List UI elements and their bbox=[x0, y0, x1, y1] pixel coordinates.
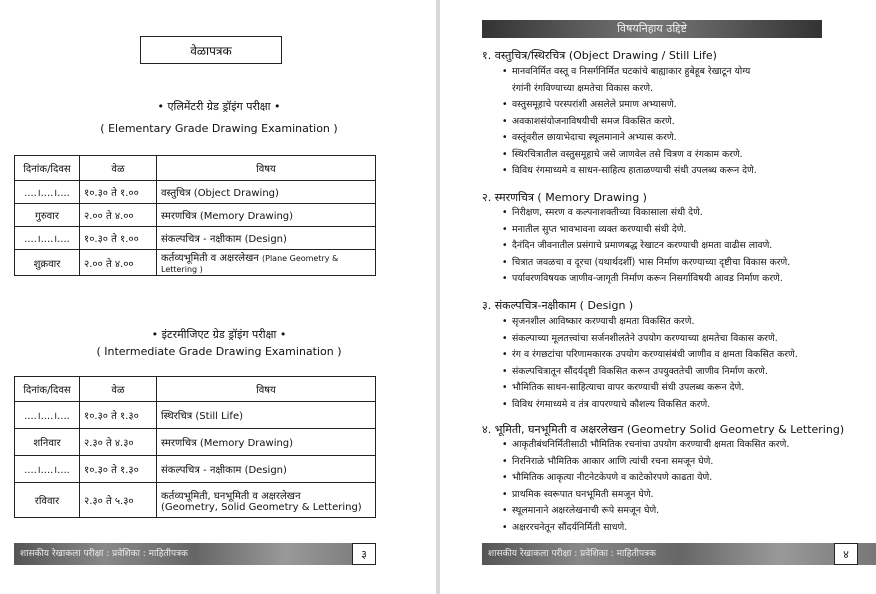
day-cell: ....।....।.... bbox=[15, 456, 80, 483]
subject-cell: वस्तुचित्र (Object Drawing) bbox=[157, 181, 376, 204]
time-cell: २.०० ते ४.०० bbox=[80, 250, 157, 276]
time-cell: २.३० ते ५.३० bbox=[80, 483, 157, 518]
subject-cell: संकल्पचित्र - नक्षीकाम (Design) bbox=[157, 456, 376, 483]
day-cell: रविवार bbox=[15, 483, 80, 518]
page-number: ३ bbox=[352, 543, 376, 565]
subject-cell: संकल्पचित्र - नक्षीकाम (Design) bbox=[157, 227, 376, 250]
list-item: • विविध रंगमाध्यमे व तंत्र वापरण्याचे कौशल्य विकसित करणे. bbox=[502, 397, 798, 414]
elementary-heading-en: ( Elementary Grade Drawing Examination ) bbox=[100, 122, 338, 135]
subject-text: कर्तव्यभूमिती व अक्षरलेखन bbox=[161, 253, 259, 264]
table-row bbox=[15, 429, 376, 456]
column-header: वेळ bbox=[80, 156, 157, 181]
list-item: • वस्तुसमूहाचे परस्परांशी असलेले प्रमाण अभ्यासणे. bbox=[502, 97, 757, 114]
subject-english: (Plane Geometry & Lettering ) bbox=[161, 254, 339, 274]
list-item: • मनातील सुप्त भावभावना व्यक्त करण्याची संधी देणे. bbox=[502, 222, 790, 239]
list-item: • रंग व रंगछटांचा परिणामकारक उपयोग करण्यासंबंधी जाणीव व क्षमता विकसित करणे. bbox=[502, 347, 798, 364]
elementary-schedule-table bbox=[14, 155, 376, 276]
right-footer-banner bbox=[482, 543, 876, 565]
list-item: • संकल्पचित्रातून सौंदर्यदृष्टी विकसित करून उपयुक्ततेची जाणीव निर्माण करणे. bbox=[502, 364, 798, 381]
day-cell: गुरुवार bbox=[15, 204, 80, 227]
list-item: • चित्रात जवळचा व दूरचा (यथार्थदर्शी) भास निर्माण करण्याच्या दृष्टीचा विकास करणे. bbox=[502, 255, 790, 272]
table-row bbox=[15, 483, 376, 518]
time-cell: १०.३० ते १.०० bbox=[80, 181, 157, 204]
time-cell: १०.३० ते १.३० bbox=[80, 402, 157, 429]
table-row bbox=[15, 250, 376, 276]
table-header-row bbox=[15, 156, 376, 181]
page-number: ४ bbox=[834, 543, 858, 565]
column-header: विषय bbox=[157, 377, 376, 402]
list-item: • प्राथमिक स्वरूपात घनभूमिती समजून घेणे. bbox=[502, 487, 789, 504]
footer-text: शासकीय रेखाकला परीक्षा : प्रवेशिका : माहितीपत्रक bbox=[488, 549, 656, 559]
list-item: • विविध रंगमाध्यमे व साधन-साहित्य हाताळण्याची संधी उपलब्ध करून देणे. bbox=[502, 163, 757, 180]
intermediate-heading-en: ( Intermediate Grade Drawing Examination ) bbox=[96, 345, 342, 358]
list-item: • वस्तूंवरील छायाभेदाचा स्थूलमानाने अभ्यास करणे. bbox=[502, 130, 757, 147]
column-header: वेळ bbox=[80, 377, 157, 402]
section-title-object-drawing: १. वस्तुचित्र/स्थिरचित्र (Object Drawing / Still Life) bbox=[482, 49, 717, 62]
elementary-heading-mr: • एलिमेंटरी ग्रेड ड्रॉइंग परीक्षा • bbox=[157, 100, 281, 113]
subject-cell: स्थिरचित्र (Still Life) bbox=[157, 402, 376, 429]
time-cell: २.०० ते ४.०० bbox=[80, 204, 157, 227]
table-row bbox=[15, 402, 376, 429]
list-item: • स्थूलमानाने अक्षरलेखनाची रूपे समजून घेणे. bbox=[502, 503, 789, 520]
day-cell: शनिवार bbox=[15, 429, 80, 456]
section-list-memory-drawing bbox=[502, 205, 790, 288]
list-item: • निरनिराळे भौमितिक आकार आणि त्यांची रचना समजून घेणे. bbox=[502, 454, 789, 471]
table-row bbox=[15, 456, 376, 483]
time-cell: २.३० ते ४.३० bbox=[80, 429, 157, 456]
intermediate-heading-mr: • इंटरमीजिएट ग्रेड ड्रॉइंग परीक्षा • bbox=[151, 328, 287, 341]
list-item: • दैनंदिन जीवनातील प्रसंगाचे प्रमाणबद्ध रेखाटन करण्याची क्षमता वाढीस लावणे. bbox=[502, 238, 790, 255]
subject-cell: स्मरणचित्र (Memory Drawing) bbox=[157, 204, 376, 227]
list-item: • अवकाशसंयोजनाविषयीची समज विकसित करणे. bbox=[502, 114, 757, 131]
list-item: • मानवनिर्मित वस्तू व निसर्गनिर्मित घटकांचे बाह्याकार हुबेहूब रेखाटून योग्य bbox=[502, 64, 757, 81]
footer-text: शासकीय रेखाकला परीक्षा : प्रवेशिका : माहितीपत्रक bbox=[20, 549, 188, 559]
list-item: • सृजनशील आविष्कार करण्याची क्षमता विकसित करणे. bbox=[502, 314, 798, 331]
right-page bbox=[438, 0, 876, 594]
time-cell: १०.३० ते १.३० bbox=[80, 456, 157, 483]
table-header-row bbox=[15, 377, 376, 402]
schedule-title: वेळापत्रक bbox=[140, 36, 282, 64]
subject-cell bbox=[157, 483, 376, 518]
list-item: • निरीक्षण, स्मरण व कल्पनाशक्तीच्या विकासाला संधी देणे. bbox=[502, 205, 790, 222]
subject-cell bbox=[157, 250, 376, 276]
list-item: • आकृतीबंधनिर्मितीसाठी भौमितिक रचनांचा उपयोग करण्याची क्षमता विकसित करणे. bbox=[502, 437, 789, 454]
section-list-geometry-lettering bbox=[502, 437, 789, 536]
list-item: • स्थिरचित्रातील वस्तुसमूहाचे जसे जाणवेल तसे चित्रण व रंगकाम करणे. bbox=[502, 147, 757, 164]
table-row bbox=[15, 204, 376, 227]
list-item: • पर्यावरणविषयक जाणीव-जागृती निर्माण करून निसर्गाविषयी आवड निर्माण करणे. bbox=[502, 271, 790, 288]
intermediate-schedule-table bbox=[14, 376, 376, 518]
section-list-object-drawing bbox=[502, 64, 757, 180]
day-cell: ....।....।.... bbox=[15, 181, 80, 204]
day-cell: शुक्रवार bbox=[15, 250, 80, 276]
subject-cell: स्मरणचित्र (Memory Drawing) bbox=[157, 429, 376, 456]
objectives-header: विषयनिहाय उद्दिष्टे bbox=[482, 20, 822, 38]
column-header: दिनांक/दिवस bbox=[15, 377, 80, 402]
table-row bbox=[15, 181, 376, 204]
section-list-design bbox=[502, 314, 798, 413]
subject-text: कर्तव्यभूमिती, घनभूमिती व अक्षरलेखन bbox=[161, 490, 301, 502]
time-cell: १०.३० ते १.०० bbox=[80, 227, 157, 250]
day-cell: ....।....।.... bbox=[15, 227, 80, 250]
subject-english: (Geometry, Solid Geometry & Lettering) bbox=[161, 501, 362, 513]
section-title-memory-drawing: २. स्मरणचित्र ( Memory Drawing ) bbox=[482, 191, 647, 204]
column-header: दिनांक/दिवस bbox=[15, 156, 80, 181]
list-item: • भौमितिक साधन-साहित्याचा वापर करण्याची संधी उपलब्ध करून देणे. bbox=[502, 380, 798, 397]
list-item: • भौमितिक आकृत्या नीटनेटकेपणे व काटेकोरपणे काढता येणे. bbox=[502, 470, 789, 487]
column-header: विषय bbox=[157, 156, 376, 181]
list-item: • संकल्पाच्या मूलतत्त्वांचा सर्जनशीलतेने उपयोग करण्याच्या क्षमतेचा विकास करणे. bbox=[502, 331, 798, 348]
day-cell: ....।....।.... bbox=[15, 402, 80, 429]
left-footer-banner bbox=[14, 543, 376, 565]
section-title-geometry-lettering: ४. भूमिती, घनभूमिती व अक्षरलेखन (Geometry Solid Geometry & Lettering) bbox=[482, 423, 845, 436]
table-row bbox=[15, 227, 376, 250]
list-item: • अक्षररचनेतून सौंदर्यनिर्मिती साधणे. bbox=[502, 520, 789, 537]
list-item: रंगांनी रंगविण्याच्या क्षमतेचा विकास करणे. bbox=[512, 82, 654, 94]
section-title-design: ३. संकल्पचित्र-नक्षीकाम ( Design ) bbox=[482, 299, 634, 312]
